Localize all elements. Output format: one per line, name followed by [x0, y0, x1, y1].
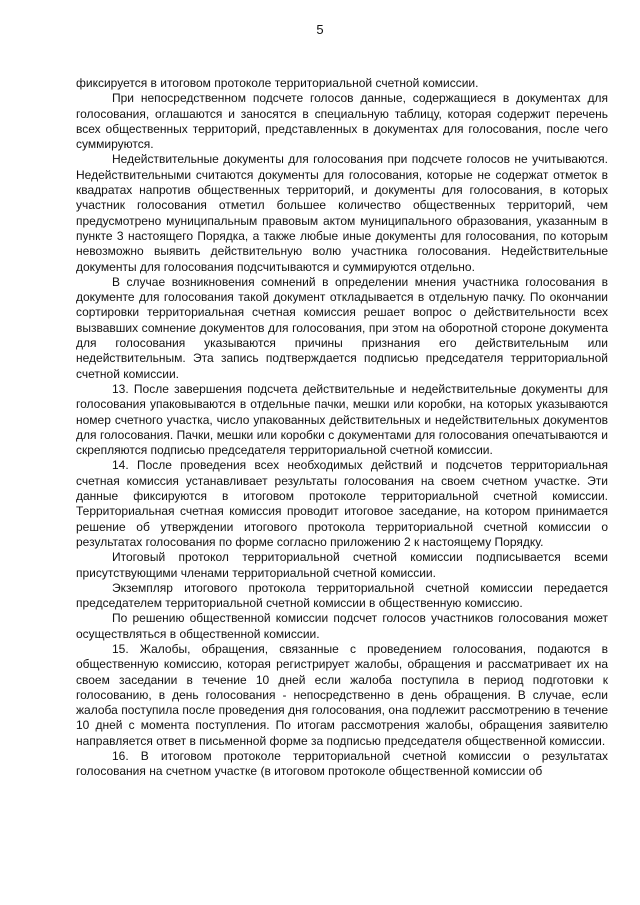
paragraph-vote-counting: При непосредственном подсчете голосов данные, содержащиеся в документах для голосования, оглашаются и заносятся в специальную таблицу, которая содержит перечень всех общественных территорий, представленных в документах для голосования, после чего суммируются. [76, 91, 608, 152]
paragraph-item-16: 16. В итоговом протоколе территориальной счетной комиссии о результатах голосования на счетном участке (в итоговом протоколе общественной комиссии об [76, 749, 608, 779]
paragraph-commission-counting: По решению общественной комиссии подсчет голосов участников голосования может осуществляться в общественной комиссии. [76, 611, 608, 641]
paragraph-invalid-documents: Недействительные документы для голосования при подсчете голосов не учитываются. Недействительными считаются документы для голосования, которые не содержат отметок в квадратах напротив общественных территорий, и документы для голосования, в которых участник голосования отметил большее количество общественных территорий, чем предусмотрено муниципальным правовым актом муниципального образования, указанным в пункте 3 настоящего Порядка, а также любые иные документы для голосования, по которым невозможно выявить действительную волю участника голосования. Недействительные документы для голосования подсчитываются и суммируются отдельно. [76, 152, 608, 274]
page-number: 5 [316, 22, 324, 37]
paragraph-doubtful-documents: В случае возникновения сомнений в определении мнения участника голосования в документе для голосования такой документ откладывается в отдельную пачку. По окончании сортировки территориальная счетная комиссия решает вопрос о действительности всех вызвавших сомнение документов для голосования, при этом на оборотной стороне документа для голосования указываются причины признания его действительным или недействительным. Эта запись подтверждается подписью председателя территориальной счетной комиссии. [76, 274, 608, 381]
paragraph-item-13: 13. После завершения подсчета действительные и недействительные документы для голосования упаковываются в отдельные пачки, мешки или коробки, на которых указываются номер счетного участка, число упакованных действительных и недействительных документов для голосования. Пачки, мешки или коробки с документами для голосования опечатываются и скрепляются подписью председателя территориальной счетной комиссии. [76, 381, 608, 458]
paragraph-item-14: 14. После проведения всех необходимых действий и подсчетов территориальная счетная комиссия устанавливает результаты голосования на своем счетном участке. Эти данные фиксируются в итоговом протоколе территориальной счетной комиссии. Территориальная счетная комиссия проводит итоговое заседание, на котором принимается решение об утверждении итогового протокола территориальной счетной комиссии о результатах голосования по форме согласно приложению 2 к настоящему Порядку. [76, 458, 608, 549]
paragraph-continuation: фиксируется в итоговом протоколе территориальной счетной комиссии. [76, 76, 479, 90]
paragraph-item-15: 15. Жалобы, обращения, связанные с проведением голосования, подаются в общественную комиссию, которая регистрирует жалобы, обращения и рассматривает их на своем заседании в течение 10 дней если жалоба поступила в период подготовки к голосованию, в день голосования - непосредственно в день обращения. В случае, если жалоба поступила после проведения дня голосования, она подлежит рассмотрению в течение 10 дней с момента поступления. По итогам рассмотрения жалобы, обращения заявителю направляется ответ в письменной форме за подписью председателя общественной комиссии. [76, 641, 608, 748]
paragraph-protocol-signing: Итоговый протокол территориальной счетной комиссии подписывается всеми присутствующими членами территориальной счетной комиссии. [76, 550, 608, 580]
document-body [76, 76, 608, 780]
paragraph-protocol-transfer: Экземпляр итогового протокола территориальной счетной комиссии передается председателем территориальной счетной комиссии в общественную комиссию. [76, 580, 608, 611]
